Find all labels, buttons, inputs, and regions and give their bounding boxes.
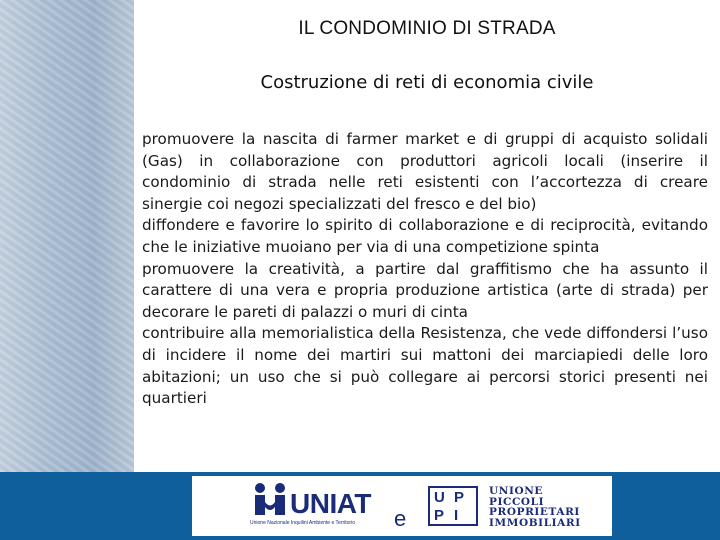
uniat-logo-text: UNIAT: [290, 488, 371, 519]
uppi-name-block: [489, 486, 581, 528]
bullet-paragraph: contribuire alla memorialistica della Resistenza, che vede diffondersi l’uso di incidere il nome dei martiri sui mattoni dei marciapiedi delle loro abitazioni; un uso che si può collegare ai percorsi storici presenti nei quartieri: [142, 324, 708, 408]
uppi-logo-mark: [428, 486, 478, 526]
slide-subtitle: Costruzione di reti di economia civile: [260, 72, 594, 93]
bullet-paragraph: diffondere e favorire lo spirito di collaborazione e di reciprocità, evitando che le iniziative muoiano per via di una competizione spinta: [142, 216, 708, 256]
uppi-letter: P: [434, 507, 445, 524]
slide-title: IL CONDOMINIO DI STRADA: [298, 18, 556, 39]
uppi-name-line: PROPRIETARI: [489, 506, 580, 518]
uppi-name-line: UNIONE: [489, 485, 544, 497]
uppi-letter: P: [454, 489, 465, 506]
decorative-sidebar: [0, 0, 134, 472]
uppi-name-line: IMMOBILIARI: [489, 516, 581, 529]
uppi-name-line: PICCOLI: [489, 495, 545, 508]
bullet-paragraph: promuovere la nascita di farmer market e di gruppi di acquisto solidali (Gas) in collaborazione con produttori agricoli locali (inserire il condominio di strada nelle reti esistenti con l’accortezza di creare sinergie coi negozi specializzati del fresco e del bio): [142, 130, 708, 213]
uppi-letter: I: [454, 507, 459, 524]
uniat-tagline: Unione Nazionale Inquilini Ambiente e Territorio: [250, 520, 355, 526]
logo-conjunction: e: [394, 506, 407, 531]
uppi-letter: U: [434, 489, 445, 506]
uniat-people-icon: [250, 482, 290, 518]
bullet-paragraph: promuovere la creatività, a partire dal graffitismo che ha assunto il carattere di una vera e propria produzione artistica (arte di strada) per decorare le pareti di palazzi o muri di cinta: [142, 259, 708, 321]
slide-body: [142, 129, 708, 410]
